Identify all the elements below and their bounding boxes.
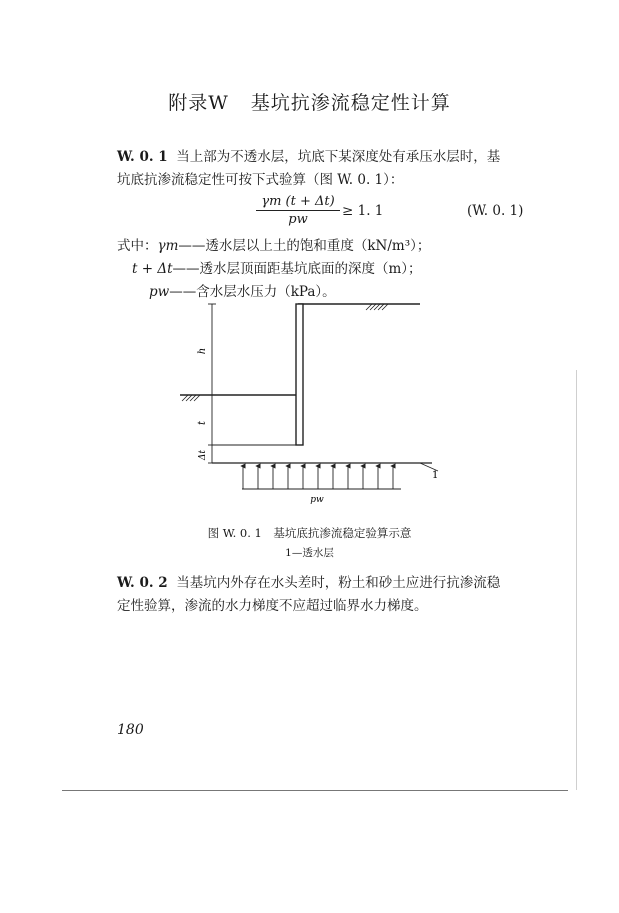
appendix-title-main: 基坑抗渗流稳定性计算	[250, 92, 451, 114]
clause-w01-number: W. 0. 1	[117, 149, 168, 165]
dim-label-t: t	[197, 420, 208, 426]
water-pressure-arrows	[242, 466, 401, 489]
layer-label-1: 1	[432, 470, 439, 481]
symbol-definitions	[117, 235, 537, 304]
definition-row	[117, 258, 537, 281]
equation-denominator: pw	[288, 212, 308, 227]
definition-symbol: pw	[149, 284, 170, 300]
appendix-title-prefix: 附录W	[168, 92, 229, 114]
clause-w01-line1: 当上部为不透水层，坑底下某深度处有承压水层时，基	[176, 149, 501, 165]
equation-number: (W. 0. 1)	[467, 203, 524, 219]
dim-label-h: h	[197, 347, 208, 355]
appendix-title	[0, 88, 619, 115]
clause-w02-number: W. 0. 2	[117, 575, 168, 591]
figure-legend: 1—透水层	[285, 547, 334, 559]
clause-w01	[117, 146, 537, 192]
clause-w02	[117, 572, 537, 618]
clause-w01-line2: 坑底抗渗流稳定性可按下式验算（图 W. 0. 1）：	[117, 172, 404, 188]
definition-text: ——透水层顶面距基坑底面的深度（m）；	[172, 261, 422, 277]
scan-bottom-edge	[62, 790, 568, 791]
water-pressure-label: pw	[310, 495, 324, 505]
definition-symbol: t + Δt	[132, 261, 173, 277]
equation-fraction	[256, 194, 340, 227]
clause-w02-line2: 定性验算，渗流的水力梯度不应超过临界水力梯度。	[117, 598, 428, 614]
seepage-diagram	[170, 295, 460, 515]
scan-right-edge	[576, 370, 577, 790]
definition-text: ——含水层水压力（kPa）。	[169, 284, 336, 300]
equation-numerator: γm (t + Δt)	[261, 194, 335, 209]
pit-hatch	[182, 395, 200, 401]
definition-intro: 式中：	[117, 238, 158, 254]
figure-caption: 图 W. 0. 1 基坑底抗渗流稳定验算示意	[207, 526, 412, 540]
ground-hatch	[366, 304, 388, 310]
equation-relation: ≥ 1. 1	[342, 203, 384, 219]
dim-label-dt: Δt	[198, 449, 208, 461]
page-number: 180	[117, 722, 144, 738]
definition-row	[117, 235, 537, 258]
definition-text: ——透水层以上土的饱和重度（kN/m³）；	[178, 238, 431, 254]
retaining-wall	[296, 304, 303, 445]
definition-symbol: γm	[157, 238, 179, 254]
clause-w02-line1: 当基坑内外存在水头差时，粉土和砂土应进行抗渗流稳	[176, 575, 501, 591]
